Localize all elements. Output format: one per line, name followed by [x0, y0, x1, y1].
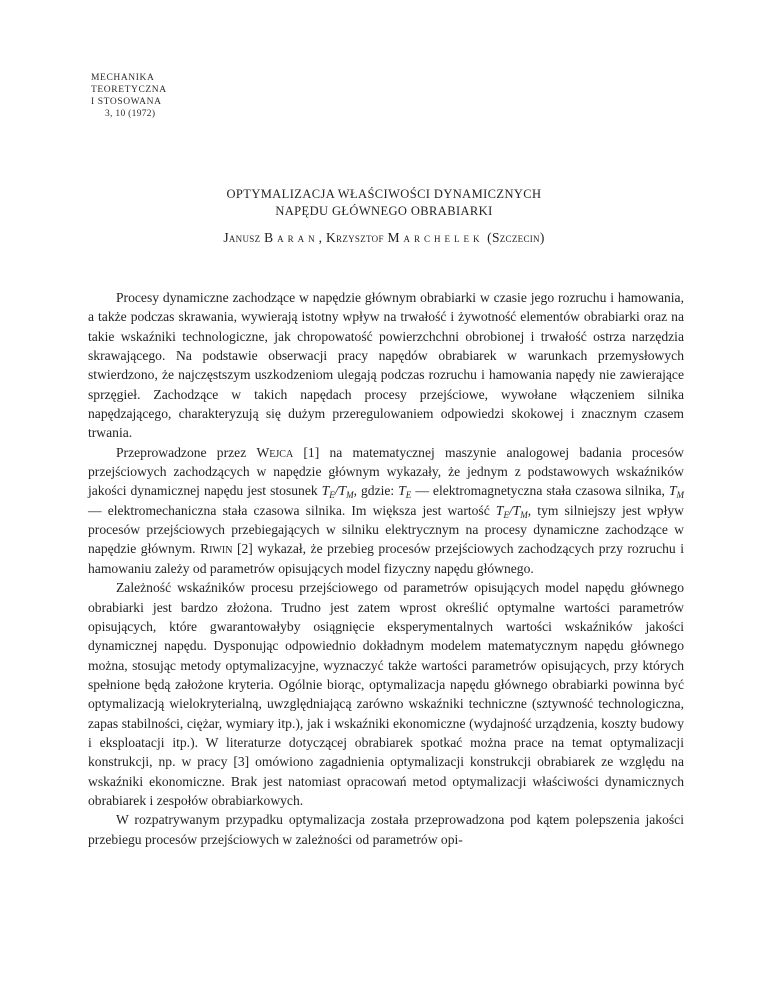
journal-name-line2: TEORETYCZNA	[91, 85, 167, 95]
ratio-te-tm	[321, 483, 354, 501]
p2-text-a: Przeprowadzone przez	[116, 444, 247, 460]
author-line	[0, 230, 768, 246]
p2-text-e: — elektromechaniczna stała czasowa silnika. Im większa jest wartość	[88, 502, 490, 518]
cited-author-wejca: Wejca	[256, 444, 294, 460]
symbol-te	[398, 483, 412, 501]
paragraph-4: W rozpatrywanym przypadku optymalizacja została przeprowadzona pod kątem polepszenia jakości przebiegu procesów przejściowych w zależności od parametrów opi-	[88, 812, 684, 847]
journal-header	[91, 72, 167, 120]
paragraph-2	[88, 443, 684, 578]
p2-text-b: [1] na matematycznej maszynie analogowej badania procesów przejściowych zachodzących w napędzie głównym wykazały, że jednym z podstawowych wskaźników jakości dynamicznej napędu jest stosunek	[88, 444, 684, 499]
p2-text-f: , tym silniejszy jest wpływ procesów przejściowych przebiegających w silniku elektrycznym na procesy dynamiczne zachodzące w napędzie głównym.	[88, 502, 684, 557]
journal-name-line3: I STOSOWANA	[91, 97, 162, 107]
author2-last-name: Marchelek	[387, 230, 484, 245]
ratio-te-tm-text: $T_E/T_M$	[321, 483, 354, 501]
symbol-te-text: $T_E$	[398, 483, 412, 501]
author-separator: ,	[318, 230, 323, 245]
article-body	[88, 288, 684, 849]
author1-last-name: Baran	[264, 230, 319, 245]
paper-title-line1: OPTYMALIZACJA WŁAŚCIWOŚCI DYNAMICZNYCH	[226, 187, 542, 201]
ratio-te-tm-2	[496, 503, 528, 518]
journal-name-line1: MECHANIKA	[91, 73, 155, 83]
paper-title	[0, 186, 768, 220]
symbol-tm-text: $T_M$	[668, 483, 685, 501]
author2-first-name: Krzysztof	[325, 230, 384, 245]
author-affiliation: (Szczecin)	[487, 230, 545, 245]
paragraph-1: Procesy dynamiczne zachodzące w napędzie głównym obrabiarki w czasie jego rozruchu i hamowania, a także podczas skrawania, wywierają istotny wpływ na trwałość i żywotność elementów obrabiarki oraz na takie wskaźniki technologiczne, jak chropowatość powierzchchni obrobionej i trwałość ostrza narzędzia skrawającego. Na podstawie obserwacji pracy napędów obrabiarek w warunkach przemysłowych stwierdzono, że najczęstszym uszkodzeniom ulegają podczas rozruchu i hamowania napędy nie zawierające sprzęgieł. Zachodzące w takich napędach procesy przejściowe, wywołane włączeniem silnika napędzającego, charakteryzują się dużym przeregulowaniem odpowiedzi skokowej i znacznym czasem trwania.	[88, 290, 684, 441]
symbol-tm	[668, 483, 685, 501]
ratio-te-tm-2-text: $T_E/T_M$	[495, 502, 528, 520]
author1-first-name: Janusz	[223, 230, 261, 245]
paragraph-3: Zależność wskaźników procesu przejściowego od parametrów opisujących model napędu głównego obrabiarki jest bardzo złożona. Trudno jest zatem wprost określić optymalne wartości parametrów opisujących, które gwarantowałyby osiągnięcie eksperymentalnych wartości wskaźników jakości dynamicznej napędu. Dysponując odpowiednio dokładnym modelem matematycznym napędu głównego można, stosując metody optymalizacyjne, wyznaczyć także wartości parametrów opisujących, przy których spełnione będą założone kryteria. Ogólnie biorąc, optymalizacja napędu głównego obrabiarki powinna być optymalizacją wielokryterialną, uwzględniającą zarówno wskaźniki techniczne (sztywność technologiczna, zapas stabilności, ciężar, wymiary itp.), jak i wskaźniki ekonomiczne (wydajność urządzenia, koszty budowy i eksploatacji itp.). W literaturze dotyczącej obrabiarek spotkać można prace na temat optymalizacji konstrukcji, np. w pracy [3] omówiono zagadnienia optymalizacji konstrukcji obrabiarek ze względu na wskaźniki ekonomiczne. Brak jest natomiast opracowań metod optymalizacji właściwości dynamicznych obrabiarek i zespołów obrabiarkowych.	[88, 580, 684, 808]
cited-author-riwin: Riwin	[200, 541, 233, 557]
p2-text-c: , gdzie:	[353, 483, 395, 499]
p2-text-g: [2] wykazał, że przebieg procesów przejściowych zachodzących przy rozruchu i hamowaniu zależy od parametrów opisujących model fizyczny napędu głównego.	[88, 541, 684, 576]
paper-title-line2: NAPĘDU GŁÓWNEGO OBRABIARKI	[275, 204, 493, 218]
p2-text-d: — elektromagnetyczna stała czasowa silnika,	[415, 483, 665, 499]
journal-volume: 3, 10 (1972)	[105, 109, 156, 119]
